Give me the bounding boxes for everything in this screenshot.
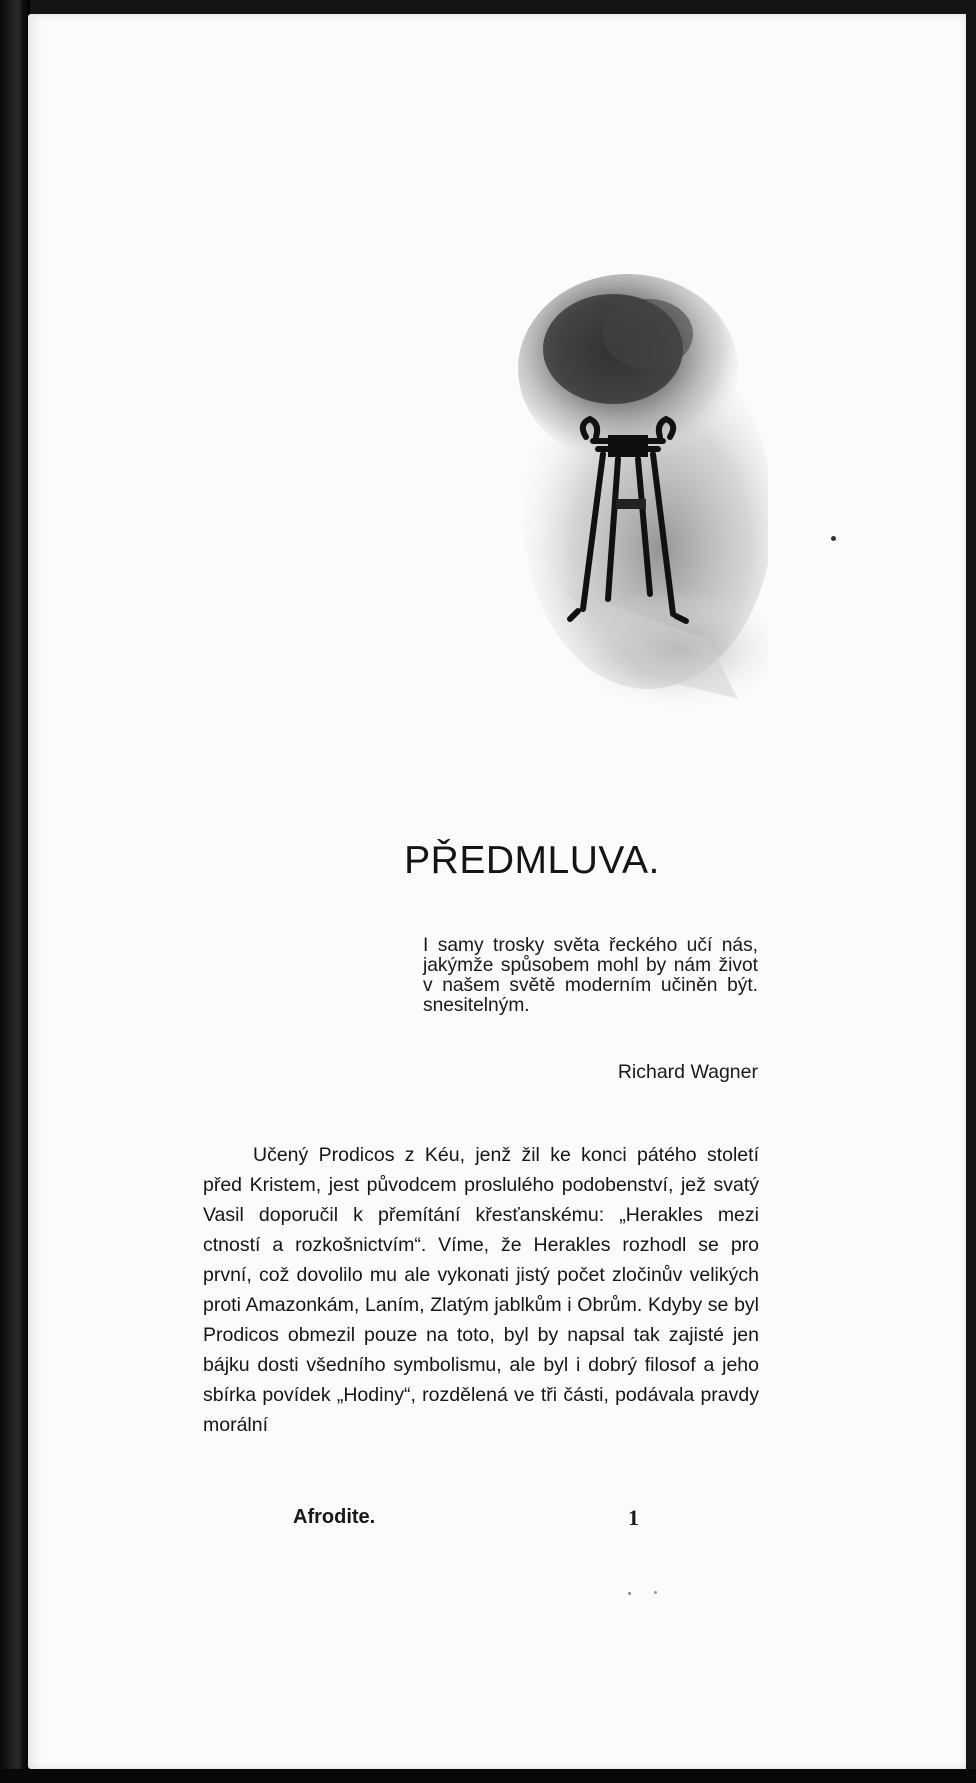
ink-speck	[628, 1592, 631, 1595]
epigraph-quote: I samy trosky světa řeckého učí nás, jakýmže spůsobem mohl by nám život v našem světě moderním učiněn být. snesitelným.	[423, 935, 758, 1016]
ink-speck	[831, 536, 836, 541]
book-page	[28, 14, 966, 1769]
signature-mark: 1	[628, 1505, 639, 1530]
page-heading: PŘEDMLUVA.	[404, 839, 660, 882]
epigraph-author: Richard Wagner	[617, 1061, 758, 1083]
body-paragraph: Učený Prodicos z Kéu, jenž žil ke konci pátého století před Kristem, jest původcem proslulého podobenství, jež svatý Vasil doporučil k přemítání křesťanskému: „Herakles mezi ctností a rozkošnictvím“. Víme, že Herakles rozhodl se pro první, což dovolilo mu ale vykonati jistý počet zločinův velikých proti Amazonkám, Laním, Zlatým jablkům i Obrům. Kdyby se byl Prodicos obmezil pouze na toto, byl by napsal tak zajisté jen bájku dosti všedního symbolismu, ale byl i dobrý filosof a jeho sbírka povídek „Hodiny“, rozdělená ve tři části, podávala pravdy morální	[203, 1144, 759, 1436]
vignette-illustration	[508, 259, 768, 759]
scan-border-bottom	[0, 1769, 976, 1783]
running-footer-title: Afrodite.	[293, 1506, 376, 1528]
scan-border-left	[0, 0, 30, 1783]
ink-speck	[654, 1591, 657, 1594]
